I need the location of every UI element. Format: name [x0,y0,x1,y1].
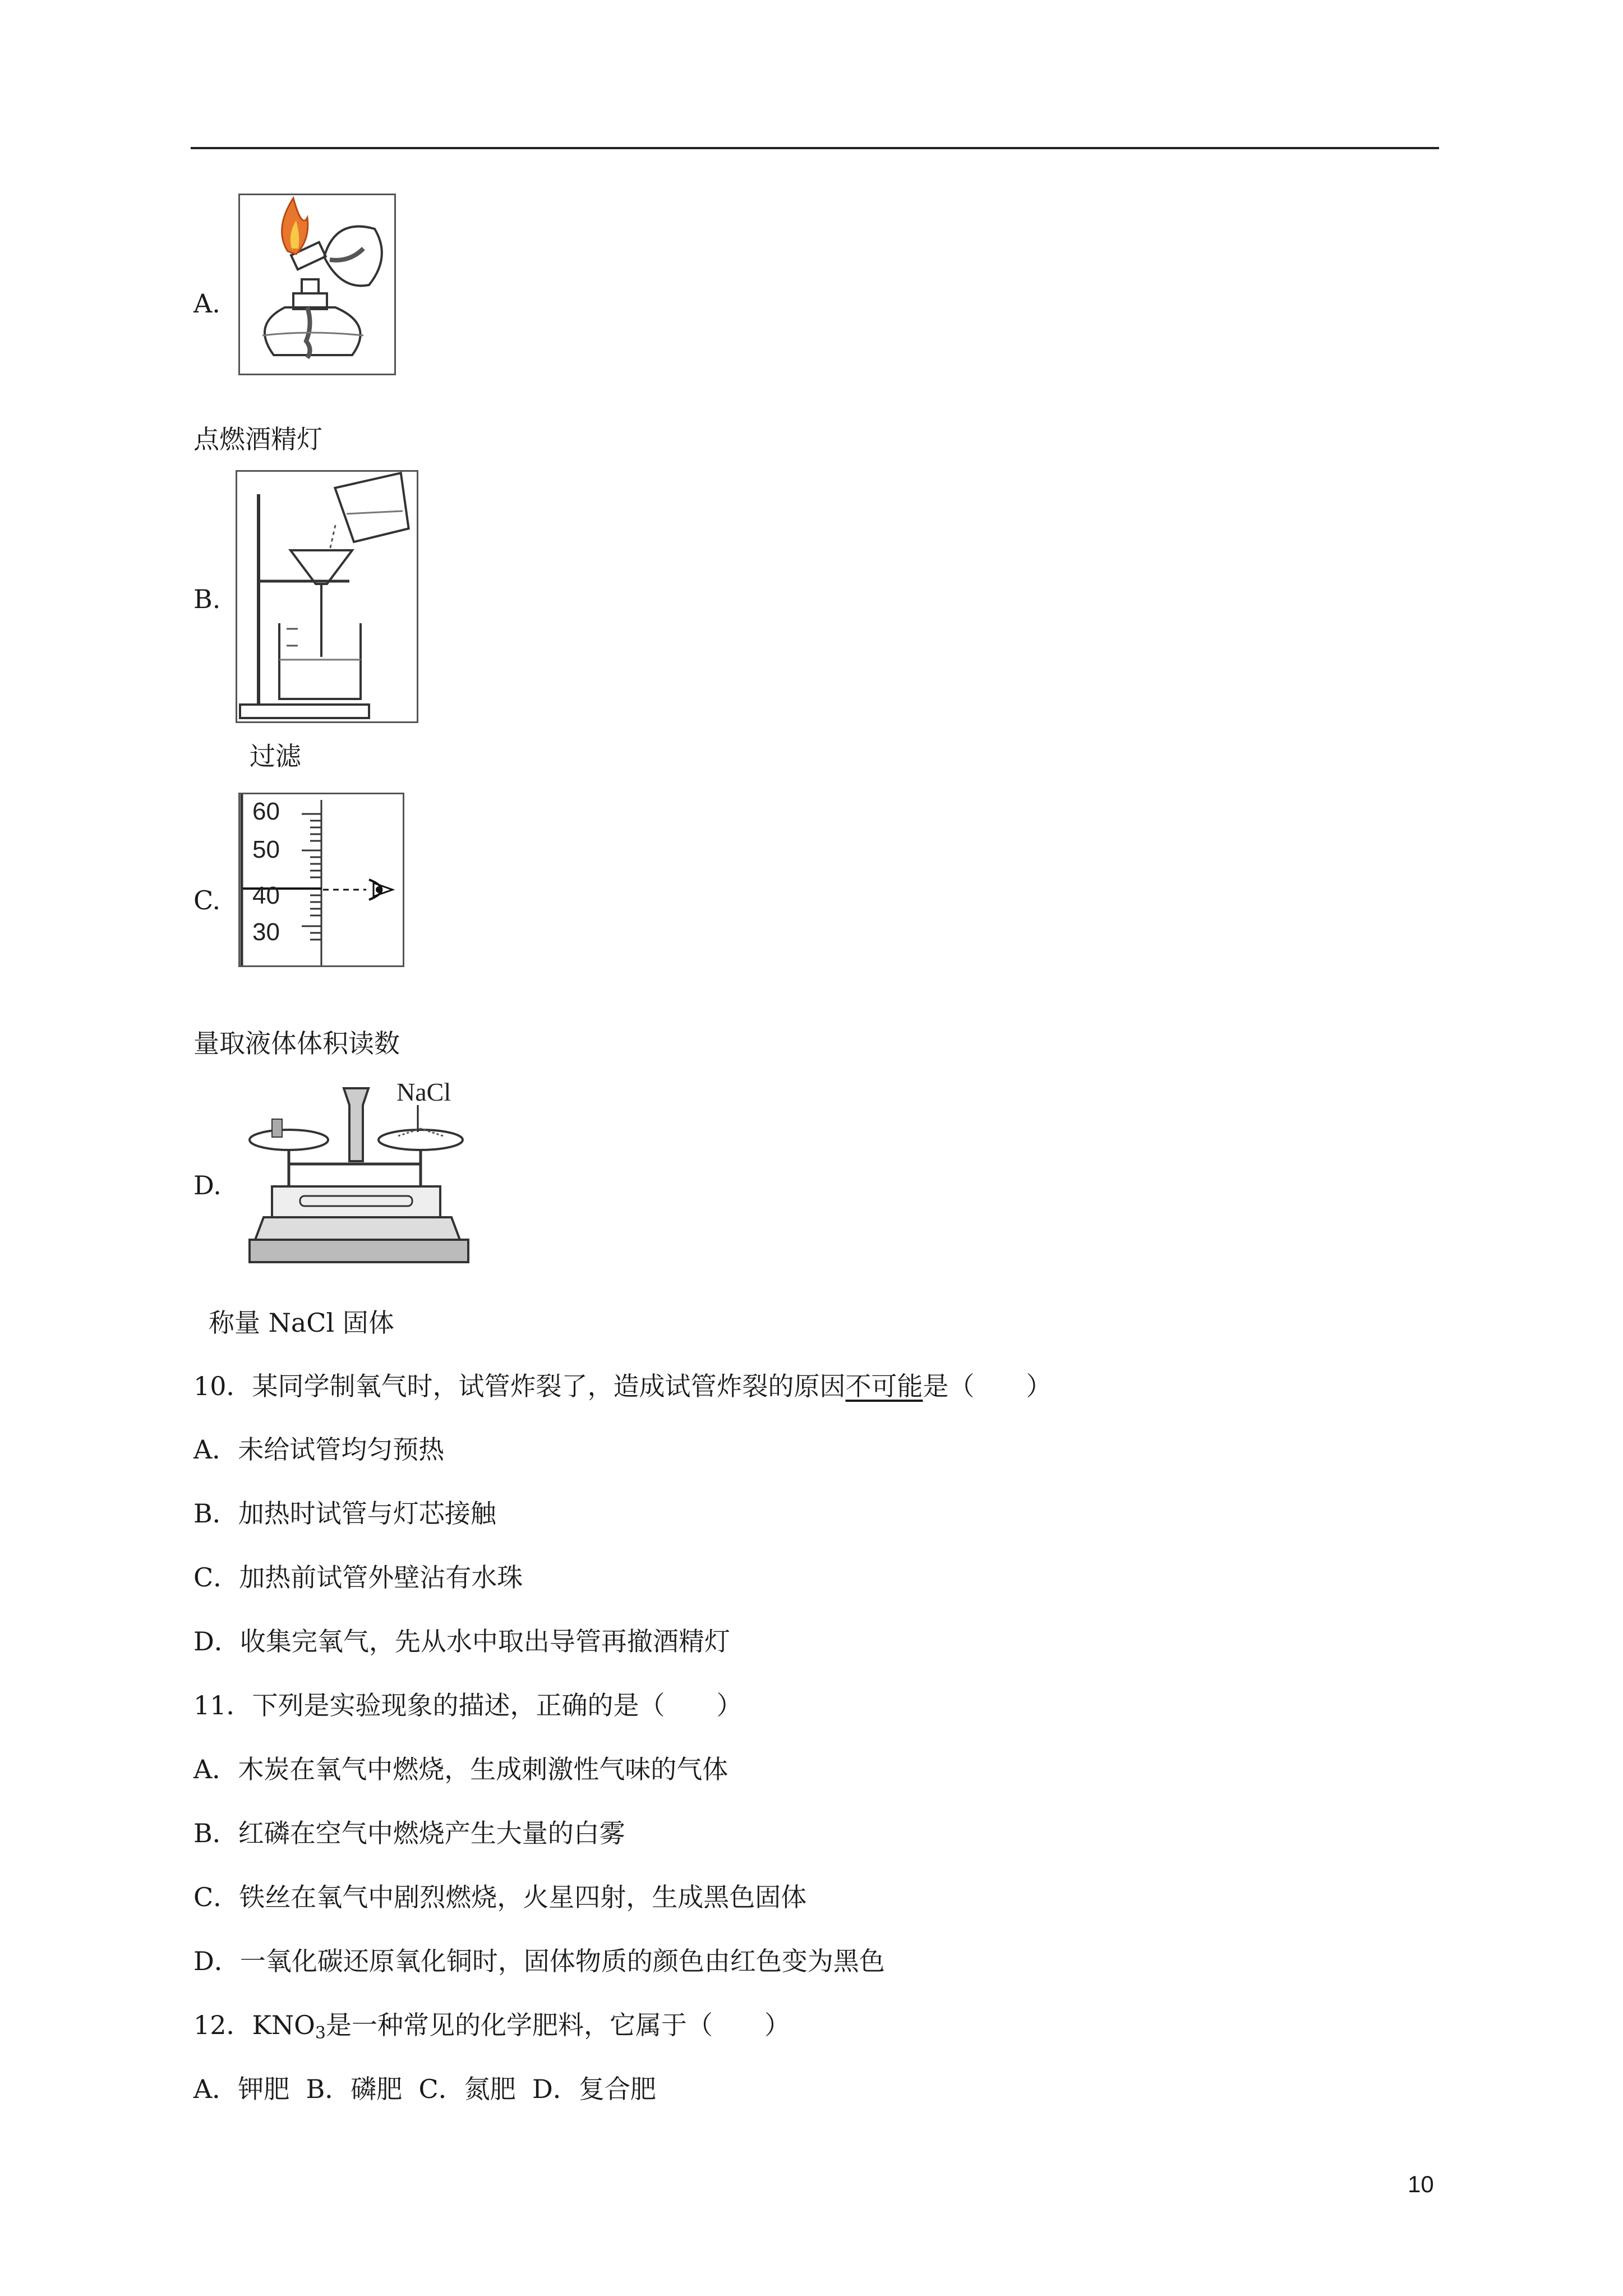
option-d-letter: D. [193,1170,222,1200]
q10-stem-text: 10．某同学制氧气时，试管炸裂了，造成试管炸裂的原因 [193,1371,846,1401]
q12-choices: A．钾肥 B．磷肥 C．氮肥 D．复合肥 [193,2074,656,2104]
q10-choice-b: B．加热时试管与灯芯接触 [193,1498,496,1529]
option-a-letter: A. [193,288,220,319]
option-b-letter: B. [193,584,221,614]
q11-choice-a: A．木炭在氧气中燃烧，生成刺激性气味的气体 [193,1754,728,1784]
option-b-caption: 过滤 [250,741,301,771]
filtration-figure [236,470,418,723]
cylinder-tick-40: 40 [252,882,280,909]
q10-stem-tail: 是（ ） [923,1371,1052,1401]
nacl-label: NaCl [396,1078,451,1106]
q10-stem-underlined: 不可能 [845,1371,923,1401]
page-number: 10 [1408,2171,1434,2197]
q12-stem-pre: 12．KNO [193,2010,315,2040]
option-c-caption: 量取液体体积读数 [193,1028,400,1059]
q10-choice-d: D．收集完氧气，先从水中取出导管再撤酒精灯 [193,1626,730,1657]
q11-choice-d: D．一氧化碳还原氧化铜时，固体物质的颜色由红色变为黑色 [193,1946,885,1976]
q10-choice-c: C．加热前试管外壁沾有水珠 [193,1562,523,1593]
cylinder-tick-60: 60 [252,798,280,825]
q10-stem [193,1370,1052,1402]
alcohol-lamp-lighting-figure [238,194,396,375]
graduated-cylinder-reading-figure [238,793,404,967]
q11-choice-c: C．铁丝在氧气中剧烈燃烧，火星四射，生成黑色固体 [193,1882,807,1912]
q12-stem [193,2009,790,2041]
q11-choice-b: B．红磷在空气中燃烧产生大量的白雾 [193,1818,625,1848]
cylinder-tick-30: 30 [252,918,280,946]
header-rule [191,147,1439,149]
q12-stem-post: 是一种常见的化学肥料，它属于（ ） [325,2010,790,2040]
option-d-caption: 称量 NaCl 固体 [209,1308,394,1338]
q11-stem: 11．下列是实验现象的描述，正确的是（ ） [193,1690,743,1720]
option-c-letter: C. [193,885,221,915]
q12-stem-subscript: 3 [315,2023,326,2043]
option-a-caption: 点燃酒精灯 [193,424,322,454]
q10-choice-a: A．未给试管均匀预热 [193,1434,445,1465]
cylinder-tick-50: 50 [252,836,280,863]
balance-weighing-figure [238,1071,471,1267]
